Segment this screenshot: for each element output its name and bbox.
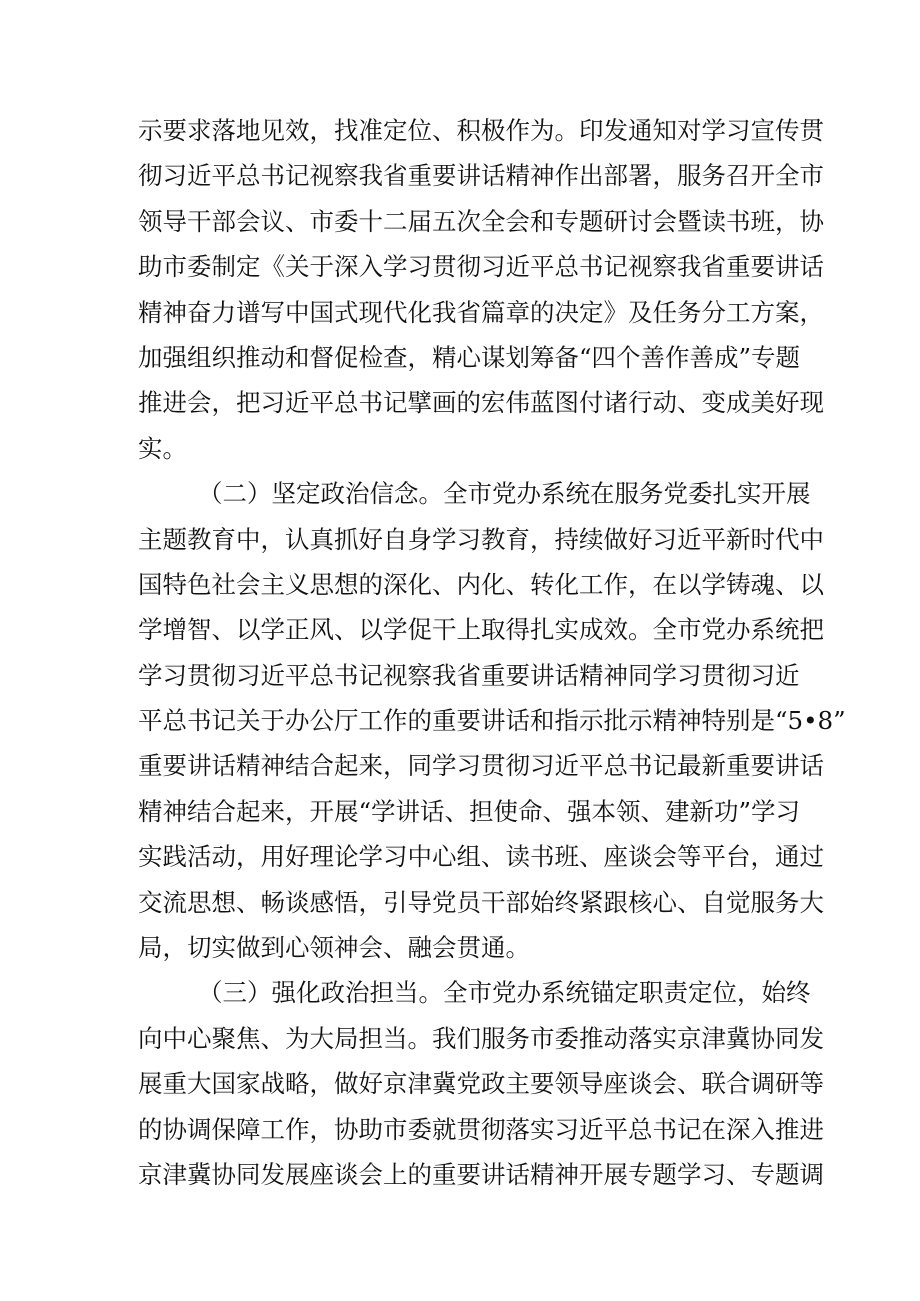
text-line: 示要求落地见效，找准定位、积极作为。印发通知对学习宣传贯 xyxy=(138,116,824,145)
text-line: （二）坚定政治信念。全市党办系统在服务党委扎实开展 xyxy=(198,479,811,509)
text-line: 局，切实做到心领神会、融会贯通。 xyxy=(138,933,530,963)
text-line: 加强组织推动和督促检查，精心谋划筹备“四个善作善成”专题 xyxy=(138,342,801,372)
text-line: 向中心聚焦、为大局担当。我们服务市委推动落实京津冀协同发 xyxy=(138,1023,824,1053)
text-line: 重要讲话精神结合起来，同学习贯彻习近平总书记最新重要讲话 xyxy=(138,751,824,781)
text-line: 领导干部会议、市委十二届五次全会和专题研讨会暨读书班，协 xyxy=(138,206,824,236)
text-line: 实。 xyxy=(138,433,187,463)
text-line: 彻习近平总书记视察我省重要讲话精神作出部署，服务召开全市 xyxy=(138,161,824,191)
text-line: 交流思想、畅谈感悟，引导党员干部始终紧跟核心、自觉服务大 xyxy=(138,887,824,917)
text-line: 学增智、以学正风、以学促干上取得扎实成效。全市党办系统把 xyxy=(138,615,824,645)
text-line: 精神奋力谱写中国式现代化我省篇章的决定》及任务分工方案， xyxy=(138,297,824,327)
text-line: 主题教育中，认真抓好自身学习教育，持续做好习近平新时代中 xyxy=(138,524,824,554)
text-line: 的协调保障工作，协助市委就贯彻落实习近平总书记在深入推进 xyxy=(138,1114,824,1144)
text-line: 国特色社会主义思想的深化、内化、转化工作，在以学铸魂、以 xyxy=(138,569,824,599)
text-line: 展重大国家战略，做好京津冀党政主要领导座谈会、联合调研等 xyxy=(138,1069,824,1099)
text-line: 实践活动，用好理论学习中心组、读书班、座谈会等平台，通过 xyxy=(138,842,824,872)
paragraph-2 xyxy=(138,471,846,970)
text-line: 助市委制定《关于深入学习贯彻习近平总书记视察我省重要讲话 xyxy=(138,252,824,282)
text-line: 京津冀协同发展座谈会上的重要讲话精神开展专题学习、专题调 xyxy=(138,1159,824,1189)
text-line: （三）强化政治担当。全市党办系统锚定职责定位，始终 xyxy=(198,978,811,1008)
text-line: 学习贯彻习近平总书记视察我省重要讲话精神同学习贯彻习近 xyxy=(138,660,800,690)
paragraph-3 xyxy=(138,970,824,1197)
paragraph-1 xyxy=(138,108,824,471)
document-body xyxy=(138,108,846,1197)
text-line: 平总书记关于办公厅工作的重要讲话和指示批示精神特别是“5•8” xyxy=(138,706,846,736)
text-line: 推进会，把习近平总书记擘画的宏伟蓝图付诸行动、变成美好现 xyxy=(138,388,824,418)
text-line: 精神结合起来，开展“学讲话、担使命、强本领、建新功”学习 xyxy=(138,796,801,826)
